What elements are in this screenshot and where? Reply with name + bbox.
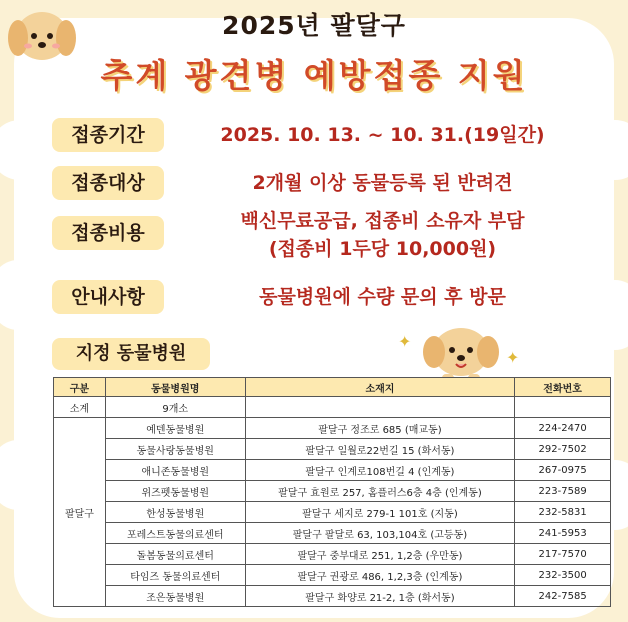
table-row — [54, 439, 611, 460]
puppy-icon — [418, 318, 504, 382]
hospital-phone: 267-0975 — [515, 460, 611, 481]
hospital-table — [53, 377, 611, 607]
total-label: 소계 — [54, 397, 106, 418]
table-row-total — [54, 397, 611, 418]
hospital-address: 팔달구 인계로108번길 4 (인계동) — [245, 460, 515, 481]
value-notice: 동물병원에 수량 문의 후 방문 — [259, 286, 506, 308]
hospital-phone: 292-7502 — [515, 439, 611, 460]
sparkle-icon: ✦ — [506, 348, 520, 367]
total-value: 9개소 — [105, 397, 245, 418]
hospital-name: 포레스트동물의료센터 — [105, 523, 245, 544]
hospital-name: 한성동물병원 — [105, 502, 245, 523]
hospital-name: 돌봄동물의료센터 — [105, 544, 245, 565]
column-header: 동물병원명 — [105, 378, 245, 397]
hospital-phone: 217-7570 — [515, 544, 611, 565]
column-header: 구분 — [54, 378, 106, 397]
table-row — [54, 565, 611, 586]
label-notice: 안내사항 — [52, 280, 164, 314]
hospital-address: 팔달구 일월로22번길 15 (화서동) — [245, 439, 515, 460]
title-main: 추계 광견병 예방접종 지원 — [100, 56, 528, 95]
hospital-phone: 223-7589 — [515, 481, 611, 502]
table-row — [54, 586, 611, 607]
table-row — [54, 481, 611, 502]
hospital-name: 타임즈 동물의료센터 — [105, 565, 245, 586]
hospital-name: 위즈펫동물병원 — [105, 481, 245, 502]
hospital-name: 조은동물병원 — [105, 586, 245, 607]
hospital-phone: 232-5831 — [515, 502, 611, 523]
table-header-row — [54, 378, 611, 397]
hospital-name: 예덴동물병원 — [105, 418, 245, 439]
value-period: 2025. 10. 13. ~ 10. 31.(19일간) — [220, 124, 545, 146]
column-header: 전화번호 — [515, 378, 611, 397]
hospital-heading: 지정 동물병원 — [52, 338, 210, 370]
value-cost-line2: (접종비 1두당 10,000원) — [268, 238, 497, 260]
hospital-name: 애니존동물병원 — [105, 460, 245, 481]
table-row — [54, 523, 611, 544]
hospital-name: 동물사랑동물병원 — [105, 439, 245, 460]
hospital-phone: 242-7585 — [515, 586, 611, 607]
hospital-address: 팔달구 중부대로 251, 1,2층 (우만동) — [245, 544, 515, 565]
value-target: 2개월 이상 동물등록 된 반려견 — [252, 172, 513, 194]
hospital-phone: 224-2470 — [515, 418, 611, 439]
column-header: 소재지 — [245, 378, 515, 397]
label-period: 접종기간 — [52, 118, 164, 152]
hospital-address: 팔달구 권광로 486, 1,2,3층 (인계동) — [245, 565, 515, 586]
hospital-phone: 232-3500 — [515, 565, 611, 586]
label-cost: 접종비용 — [52, 216, 164, 250]
hospital-address: 팔달구 정조로 685 (매교동) — [245, 418, 515, 439]
table-row — [54, 460, 611, 481]
hospital-address: 팔달구 팔달로 63, 103,104호 (고등동) — [245, 523, 515, 544]
district-cell: 팔달구 — [54, 418, 106, 607]
table-row — [54, 418, 611, 439]
hospital-address: 팔달구 효원로 257, 홈플러스6층 4층 (인계동) — [245, 481, 515, 502]
sparkle-icon: ✦ — [398, 332, 412, 351]
title-year: 2025년 팔달구 — [222, 11, 406, 40]
table-row — [54, 544, 611, 565]
hospital-phone: 241-5953 — [515, 523, 611, 544]
label-target: 접종대상 — [52, 166, 164, 200]
hospital-address: 팔달구 화양로 21-2, 1층 (화서동) — [245, 586, 515, 607]
hospital-address: 팔달구 세지로 279-1 101호 (지동) — [245, 502, 515, 523]
value-cost-line1: 백신무료공급, 접종비 소유자 부담 — [240, 210, 525, 232]
table-row — [54, 502, 611, 523]
